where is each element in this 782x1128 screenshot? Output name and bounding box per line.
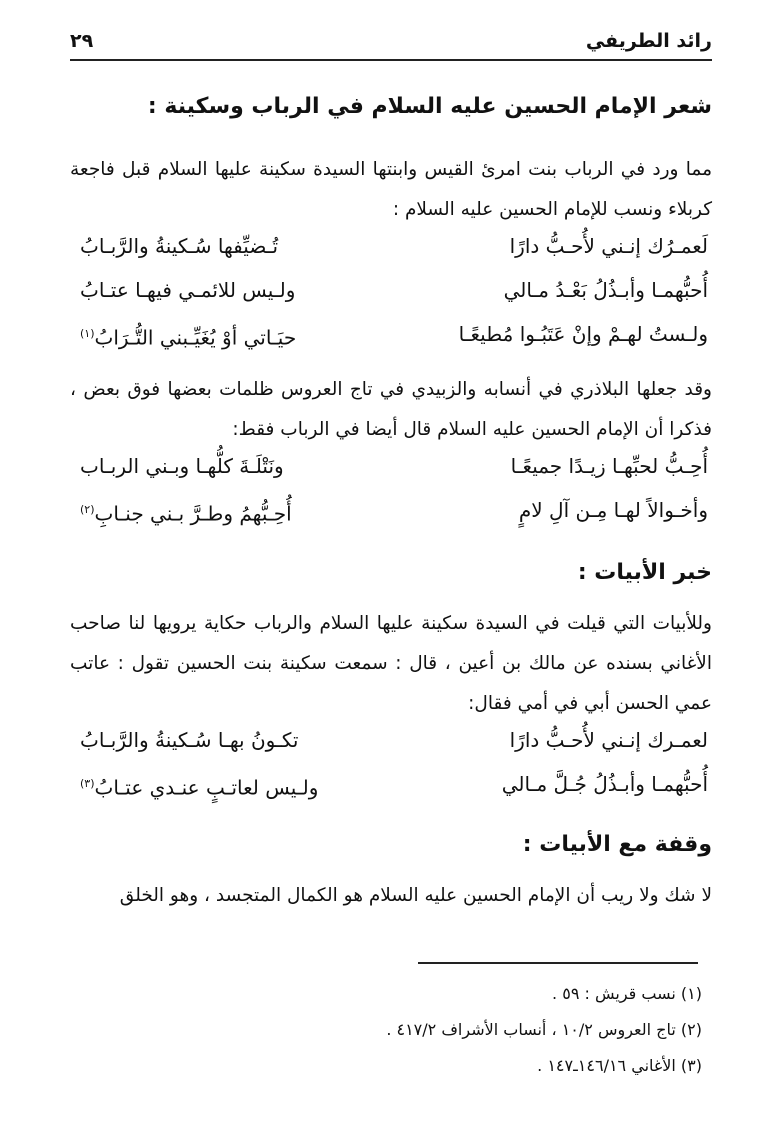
section-heading-reflection: وقفة مع الأبيات :	[522, 832, 712, 857]
verse-second-hemistich: ولـيس للائمـي فيهـا عتـابُ	[80, 278, 296, 302]
verse-first-hemistich: ولـستُ لهـمْ وإنْ عَتَبُـوا مُطيعًـا	[458, 322, 708, 346]
verse-second-hemistich: أُحِـبُّهمُ وطـرَّ بـني جنـابِ$^{(٢)}$	[80, 501, 292, 526]
footnote-item: (١) نسب قريش : ٥٩ .	[552, 984, 702, 1003]
paragraph-aghani: وللأبيات التي قيلت في السيدة سكينة عليها السلام والرباب حكاية يرويها لنا صاحب الأغاني بسنده عن مالك بن أعين ، قال : سمعت سكينة بنت الحسين تقول : عاتب عمي الحسن أبي في أمي فقال:	[70, 613, 712, 714]
verse-line	[80, 720, 708, 764]
section-heading-story: خبر الأبيات :	[577, 560, 712, 585]
author-name: رائد الطريفي	[585, 30, 712, 52]
verse-line	[80, 270, 708, 314]
footnote-rule	[418, 962, 698, 964]
verse-first-hemistich: لعمـرك إنـني لأُحـبُّ دارًا	[509, 728, 708, 752]
section-heading-poetry: شعر الإمام الحسين عليه السلام في الرباب وسكينة :	[147, 94, 712, 119]
verse-second-hemistich: ونَتْلَـةَ كلُّهـا وبـني الربـاب	[80, 454, 284, 478]
verse-second-hemistich: تُـضيِّفها سُـكينةُ والرَّبـابُ	[80, 234, 279, 258]
footnote-item: (٣) الأغاني ١٤٦/١٦ـ١٤٧ .	[537, 1056, 702, 1075]
verse-first-hemistich: لَعمـرُك إنـني لأُحـبُّ دارًا	[509, 234, 708, 258]
verse-block-1	[80, 226, 708, 358]
verse-first-hemistich: أُحبُّهمـا وأبـذُلُ بَعْـدُ مـالي	[503, 278, 708, 302]
footnote-ref: (٢)	[80, 503, 95, 516]
running-header	[70, 30, 712, 58]
verse-second-hemistich: تكـونُ بهـا سُـكينةُ والرَّبـابُ	[80, 728, 299, 752]
footnotes	[102, 976, 702, 1084]
paragraph-reflection: لا شك ولا ريب أن الإمام الحسين عليه السلام هو الكمال المتجسد ، وهو الخلق	[119, 885, 712, 906]
page-number: ٢٩	[70, 30, 94, 52]
verse-line	[80, 226, 708, 270]
verse-first-hemistich: أُحبُّهمـا وأبـذُلُ جُـلَّ مـالي	[501, 772, 708, 796]
verse-line	[80, 446, 708, 490]
verse-block-2	[80, 446, 708, 534]
verse-first-hemistich: وأخـوالاً لهـا مِـن آلِ لامٍ	[518, 498, 708, 522]
verse-line	[80, 314, 708, 358]
verse-second-hemistich: حيَـاتي أوْ يُغَيِّـبني التُّـرَابُ$^{(١)}$	[80, 325, 297, 350]
verse-second-hemistich: ولـيس لعاتـبٍ عنـدي عتـابُ$^{(٣)}$	[80, 775, 319, 800]
intro-paragraph: مما ورد في الرباب بنت امرئ القيس وابنتها السيدة سكينة عليها السلام قبل فاجعة كربلاء ونسب للإمام الحسين عليه السلام :	[70, 159, 712, 220]
verse-first-hemistich: أُحِـبُّ لحبِّهـا زيـدًا جميعًـا	[510, 454, 708, 478]
verse-block-3	[80, 720, 708, 808]
footnote-item: (٢) تاج العروس ١٠/٢ ، أنساب الأشراف ٤١٧/٢ .	[386, 1020, 702, 1039]
footnote-ref: (١)	[80, 327, 95, 340]
paragraph-baladhuri: وقد جعلها البلاذري في أنسابه والزبيدي في تاج العروس ظلمات بعضها فوق بعض ، فذكرا أن الإمام الحسين عليه السلام قال أيضا في الرباب فقط:	[70, 379, 712, 440]
header-rule	[70, 59, 712, 61]
verse-line	[80, 490, 708, 534]
verse-line	[80, 764, 708, 808]
footnote-ref: (٣)	[80, 777, 95, 790]
